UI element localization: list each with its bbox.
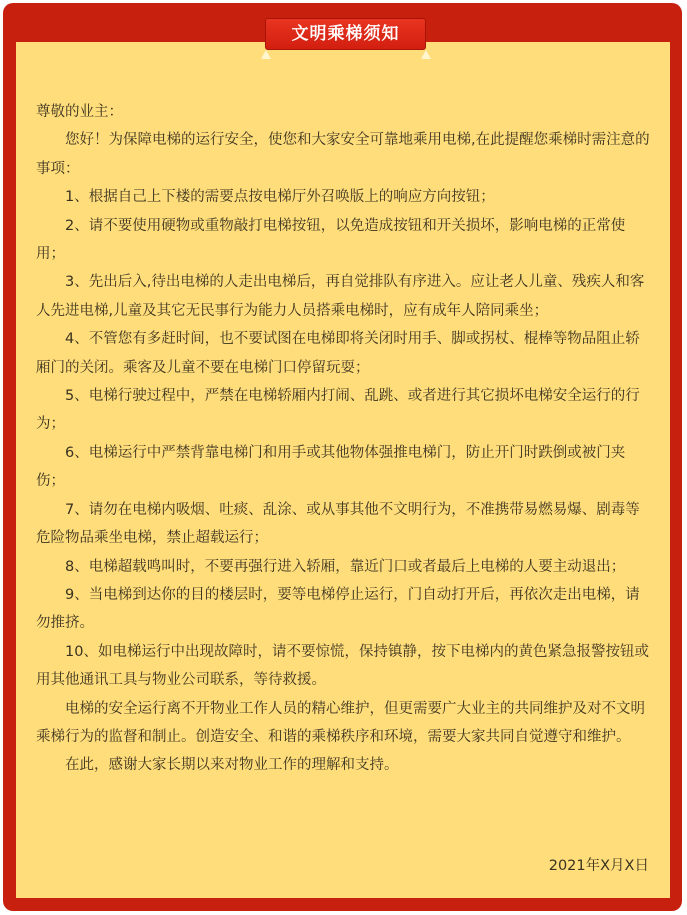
notice-item: 9、当电梯到达你的目的楼层时，要等电梯停止运行，门自动打开后，再依次走出电梯，请勿推挤。	[36, 586, 640, 632]
thanks-paragraph: 在此，感谢大家长期以来对物业工作的理解和支持。	[65, 757, 399, 774]
notice-item: 1、根据自己上下楼的需要点按电梯厅外召唤版上的响应方向按钮；	[65, 189, 495, 206]
notice-item: 4、不管您有多赶时间，也不要试图在电梯即将关闭时用手、脚或拐杖、棍棒等物品阻止轿厢门的关闭。乘客及儿童不要在电梯门口停留玩耍；	[36, 331, 640, 376]
banner-right-tab	[421, 50, 431, 59]
closing-paragraph: 电梯的安全运行离不开物业工作人员的精心维护，但更需要广大业主的共同维护及对不文明乘梯行为的监督和制止。创造安全、和谐的乘梯秩序和环境，需要大家共同自觉遵守和维护。	[36, 700, 645, 745]
notice-item: 10、如电梯运行中出现故障时，请不要惊慌，保持镇静，按下电梯内的黄色紧急报警按钮或用其他通讯工具与物业公司联系，等待救援。	[36, 643, 649, 689]
notice-title: 文明乘梯须知	[291, 24, 400, 44]
notice-item: 3、先出后入,待出电梯的人走出电梯后，再自觉排队有序进入。应让老人儿童、残疾人和客人先进电梯,儿童及其它无民事行为能力人员搭乘电梯时，应有成年人陪同乘坐；	[36, 274, 645, 319]
notice-body	[36, 98, 654, 780]
title-banner	[265, 18, 426, 50]
notice-item: 5、电梯行驶过程中，严禁在电梯轿厢内打闹、乱跳、或者进行其它损坏电梯安全运行的行为；	[36, 388, 640, 433]
intro-paragraph: 您好！为保障电梯的运行安全，使您和大家安全可靠地乘用电梯,在此提醒您乘梯时需注意的事项：	[36, 132, 650, 177]
greeting: 尊敬的业主：	[36, 104, 123, 120]
notice-item: 2、请不要使用硬物或重物敲打电梯按钮，以免造成按钮和开关损坏，影响电梯的正常使用；	[36, 217, 626, 263]
notice-date: 2021年X月X日	[548, 858, 649, 874]
notice-item: 6、电梯运行中严禁背靠电梯门和用手或其他物体强推电梯门，防止开门时跌倒或被门夹伤；	[36, 444, 626, 490]
notice-item: 8、电梯超载鸣叫时，不要再强行进入轿厢，靠近门口或者最后上电梯的人要主动退出；	[65, 558, 626, 575]
banner-left-tab	[261, 50, 271, 59]
notice-item: 7、请勿在电梯内吸烟、吐痰、乱涂、或从事其他不文明行为，不准携带易燃易爆、剧毒等危险物品乘坐电梯，禁止超载运行；	[36, 501, 640, 547]
